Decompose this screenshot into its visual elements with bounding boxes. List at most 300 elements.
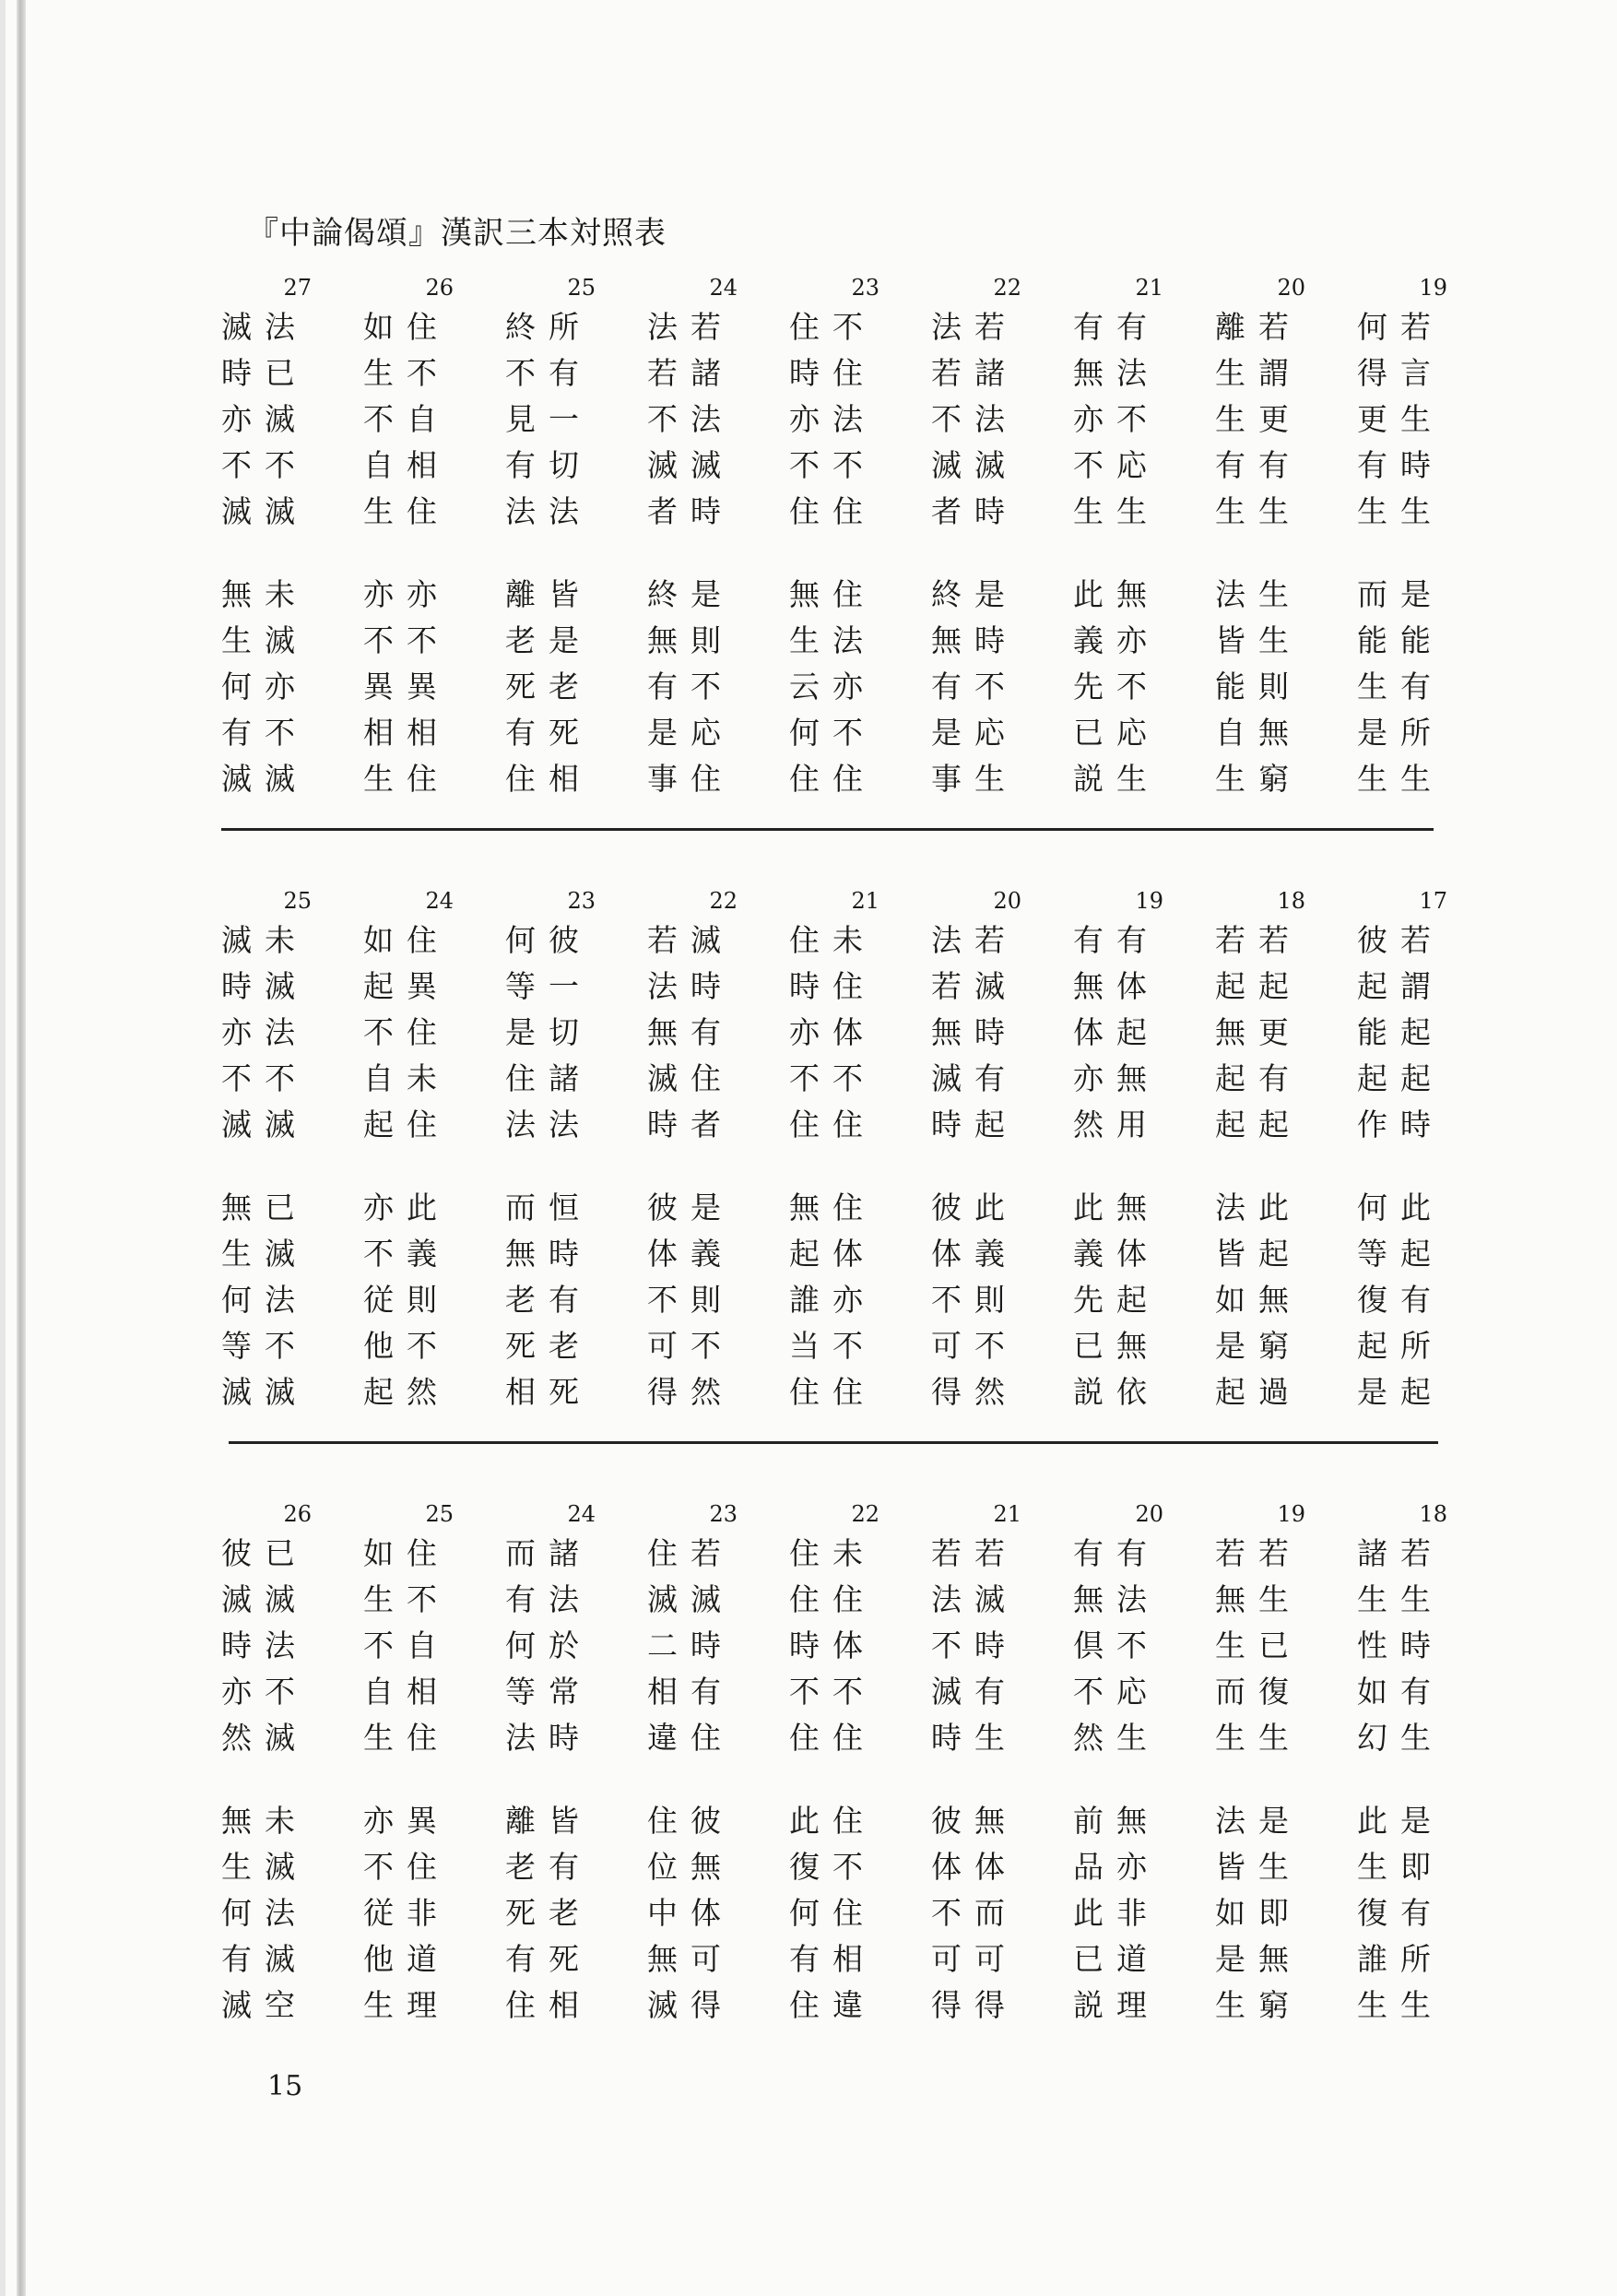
verse-line: 他道 (363, 1941, 450, 1977)
verse-line: 不自 (363, 401, 450, 437)
verse-number: 24 (567, 1501, 596, 1527)
verse-line: 住不 (789, 309, 876, 345)
verse-column (931, 1503, 1033, 2075)
verse-line: 無時 (931, 1014, 1018, 1050)
verse-line: 已道 (1073, 1941, 1160, 1977)
verse-line: 有時 (1357, 447, 1444, 483)
verse-line: 生住 (363, 761, 450, 797)
verse-line: 亦法 (221, 1014, 308, 1050)
verse-line: 死老 (505, 1895, 592, 1931)
verse-line: 不法 (931, 401, 1018, 437)
verse-lines-lower (931, 1798, 1033, 2029)
verse-line: 時住 (789, 355, 876, 391)
verse-line: 有滅 (221, 1941, 308, 1977)
verse-line: 若諸 (647, 355, 734, 391)
verse-column (1215, 1503, 1316, 2075)
verse-line: 体起 (1073, 1014, 1160, 1050)
verse-number: 21 (993, 1501, 1021, 1527)
verse-line: 品亦 (1073, 1849, 1160, 1885)
verse-line: 生生 (1215, 493, 1302, 529)
verse-line: 亦不 (221, 1674, 308, 1710)
verse-lines-upper (647, 1531, 749, 1761)
verse-line: 当不 (789, 1328, 876, 1364)
verse-line: 無可 (647, 1941, 734, 1977)
verse-line: 若滅 (931, 968, 1018, 1004)
verse-column (221, 277, 323, 848)
verse-line: 更生 (1357, 401, 1444, 437)
verse-line: 皆生 (1215, 622, 1302, 658)
verse-line: 如無 (1215, 1282, 1302, 1318)
verse-line: 住住 (789, 1374, 876, 1410)
section-divider-1-end (1360, 828, 1434, 831)
verse-lines-upper (1073, 304, 1174, 535)
verse-line: 能起 (1357, 1014, 1444, 1050)
verse-column (1215, 890, 1316, 1462)
verse-line: 住彼 (647, 1803, 734, 1839)
verse-number: 26 (283, 1501, 312, 1527)
verse-line: 無生 (1215, 1581, 1302, 1617)
verse-line: 無時 (505, 1236, 592, 1272)
verse-line: 法時 (505, 1720, 592, 1756)
verse-lines-lower (1215, 572, 1316, 802)
verse-line: 滅滅 (647, 1581, 734, 1617)
verse-line: 誰亦 (789, 1282, 876, 1318)
verse-line: 等起 (1357, 1236, 1444, 1272)
verse-number: 26 (425, 275, 454, 301)
verse-line: 滅空 (221, 1987, 308, 2023)
verse-line: 生不 (363, 355, 450, 391)
verse-line: 終是 (931, 576, 1018, 612)
verse-line: 時生 (931, 1720, 1018, 1756)
verse-line: 生生 (1357, 761, 1444, 797)
verse-line: 時已 (221, 355, 308, 391)
verse-number: 21 (851, 888, 879, 914)
verse-line: 異異 (363, 669, 450, 704)
verse-number: 24 (709, 275, 738, 301)
verse-line: 何此 (1357, 1189, 1444, 1225)
verse-line: 従非 (363, 1895, 450, 1931)
verse-line: 先不 (1073, 669, 1160, 704)
verse-column (789, 277, 891, 848)
verse-line: 無体 (1073, 968, 1160, 1004)
verse-lines-upper (221, 1531, 323, 1761)
verse-lines-upper (505, 304, 607, 535)
verse-line: 作時 (1357, 1107, 1444, 1142)
verse-line: 如即 (1215, 1895, 1302, 1931)
verse-line: 若滅 (647, 922, 734, 958)
verse-line: 若若 (1215, 922, 1302, 958)
verse-column (647, 277, 749, 848)
verse-line: 義体 (1073, 1236, 1160, 1272)
verse-line: 滅滅 (221, 1107, 308, 1142)
verse-lines-upper (931, 917, 1033, 1148)
verse-line: 生滅 (221, 622, 308, 658)
verse-line: 生已 (1215, 1627, 1302, 1663)
verse-line: 若諸 (931, 355, 1018, 391)
verse-line: 起起 (1215, 968, 1302, 1004)
verse-line: 住住 (789, 493, 876, 529)
verse-line: 如有 (1357, 1674, 1444, 1710)
verse-line: 起有 (1215, 1060, 1302, 1096)
verse-line: 位無 (647, 1849, 734, 1885)
verse-line: 此住 (789, 1803, 876, 1839)
verse-line: 是所 (1357, 715, 1444, 751)
verse-line: 滅滅 (221, 493, 308, 529)
verse-line: 見一 (505, 401, 592, 437)
section-divider-2-end (1360, 1441, 1438, 1444)
verse-line: 有有 (1073, 1535, 1160, 1571)
verse-line: 滅滅 (221, 761, 308, 797)
verse-line: 無未 (221, 576, 308, 612)
verse-lines-upper (363, 304, 465, 535)
verse-line: 皆起 (1215, 1236, 1302, 1272)
verse-line: 而復 (1215, 1674, 1302, 1710)
page-title: 『中論偈頌』漢訳三本対照表 (247, 215, 667, 252)
verse-line: 時滅 (221, 968, 308, 1004)
verse-line: 生生 (1357, 1581, 1444, 1617)
section-divider-2 (229, 1441, 1427, 1444)
verse-line: 起起 (1215, 1107, 1302, 1142)
verse-line: 不不 (789, 447, 876, 483)
verse-line: 説生 (1073, 761, 1160, 797)
verse-line: 何住 (789, 1895, 876, 1931)
verse-lines-upper (1073, 917, 1174, 1148)
verse-lines-lower (647, 572, 749, 802)
verse-number: 25 (425, 1501, 454, 1527)
verse-line: 不不 (363, 622, 450, 658)
verse-number: 23 (851, 275, 879, 301)
verse-line: 自相 (363, 1674, 450, 1710)
verse-column (647, 890, 749, 1462)
verse-line: 滅滅 (647, 447, 734, 483)
verse-line: 有不 (221, 715, 308, 751)
verse-lines-upper (1357, 1531, 1458, 1761)
verse-lines-lower (1073, 1798, 1174, 2029)
verse-line: 時者 (647, 1107, 734, 1142)
verse-line: 老有 (505, 1282, 592, 1318)
verse-line: 無住 (789, 576, 876, 612)
verse-column (789, 890, 891, 1462)
verse-line: 若若 (931, 1535, 1018, 1571)
verse-line: 事住 (647, 761, 734, 797)
verse-lines-lower (363, 572, 465, 802)
verse-line: 事生 (931, 761, 1018, 797)
verse-line: 不住 (363, 1849, 450, 1885)
verse-line: 住未 (789, 1535, 876, 1571)
verse-line: 起過 (1215, 1374, 1302, 1410)
verse-lines-lower (1215, 1798, 1316, 2029)
verse-line: 復有 (1357, 1282, 1444, 1318)
verse-lines-upper (1357, 304, 1458, 535)
verse-line: 不則 (931, 1282, 1018, 1318)
verse-number: 21 (1135, 275, 1163, 301)
verse-line: 亦無 (1073, 1060, 1160, 1096)
verse-lines-lower (789, 572, 891, 802)
verse-line: 住違 (789, 1987, 876, 2023)
verse-line: 無更 (1215, 1014, 1302, 1050)
verse-line: 何亦 (221, 669, 308, 704)
verse-line: 已応 (1073, 715, 1160, 751)
verse-line: 不義 (363, 1236, 450, 1272)
verse-line: 不不 (221, 447, 308, 483)
verse-line: 先起 (1073, 1282, 1160, 1318)
verse-line: 不則 (647, 1282, 734, 1318)
verse-line: 然生 (1073, 1720, 1160, 1756)
verse-line: 彼無 (931, 1803, 1018, 1839)
verse-line: 時法 (221, 1627, 308, 1663)
verse-number: 17 (1419, 888, 1447, 914)
verse-column (931, 890, 1033, 1462)
verse-lines-upper (1073, 1531, 1174, 1761)
verse-lines-upper (1357, 917, 1458, 1148)
verse-line: 有不 (647, 669, 734, 704)
verse-lines-lower (363, 1798, 465, 2029)
verse-line: 有有 (1215, 447, 1302, 483)
verse-lines-upper (363, 1531, 465, 1761)
verse-line: 滅未 (221, 922, 308, 958)
verse-line: 何法 (221, 1282, 308, 1318)
verse-line: 生理 (363, 1987, 450, 2023)
verse-column (1215, 277, 1316, 848)
verse-line: 離皆 (505, 1803, 592, 1839)
verse-column (363, 277, 465, 848)
verse-line: 如住 (363, 922, 450, 958)
scan-border (0, 0, 6, 2296)
verse-lines-lower (1215, 1185, 1316, 1415)
verse-line: 生即 (1357, 1849, 1444, 1885)
verse-lines-lower (931, 572, 1033, 802)
verse-line: 老是 (505, 622, 592, 658)
verse-column (1357, 890, 1458, 1462)
verse-line: 生滅 (221, 1849, 308, 1885)
verse-number: 22 (709, 888, 738, 914)
verse-line: 可不 (931, 1328, 1018, 1364)
verse-lines-lower (221, 572, 323, 802)
verse-line: 滅滅 (221, 1581, 308, 1617)
verse-line: 是応 (647, 715, 734, 751)
verse-number: 23 (709, 1501, 738, 1527)
verse-lines-lower (647, 1185, 749, 1415)
verse-lines-lower (363, 1185, 465, 1415)
verse-number: 20 (1135, 1501, 1163, 1527)
verse-number: 25 (567, 275, 596, 301)
verse-number: 19 (1277, 1501, 1305, 1527)
verse-line: 住相 (505, 761, 592, 797)
verse-line: 終是 (647, 576, 734, 612)
verse-line: 起起 (1357, 1060, 1444, 1096)
verse-line: 生法 (789, 622, 876, 658)
verse-line: 住若 (647, 1535, 734, 1571)
verse-line: 住相 (505, 1987, 592, 2023)
verse-line: 生窮 (1215, 1987, 1302, 2023)
verse-line: 幻生 (1357, 1720, 1444, 1756)
verse-line: 法若 (931, 309, 1018, 345)
verse-line: 滅滅 (221, 1374, 308, 1410)
verse-line: 若若 (1215, 1535, 1302, 1571)
verse-column (1073, 1503, 1174, 2075)
verse-line: 体義 (931, 1236, 1018, 1272)
verse-column (1357, 277, 1458, 848)
verse-lines-lower (505, 1798, 607, 2029)
verse-line: 時起 (931, 1107, 1018, 1142)
verse-line: 説理 (1073, 1987, 1160, 2023)
verse-column (1073, 277, 1174, 848)
verse-line: 起所 (1357, 1328, 1444, 1364)
verse-line: 然滅 (221, 1720, 308, 1756)
verse-line: 不時 (931, 1627, 1018, 1663)
verse-lines-lower (647, 1798, 749, 2029)
verse-line: 而恒 (505, 1189, 592, 1225)
verse-lines-lower (505, 1185, 607, 1415)
verse-line: 滅得 (647, 1987, 734, 2023)
verse-column (363, 890, 465, 1462)
verse-line: 亦亦 (363, 576, 450, 612)
verse-line: 説依 (1073, 1374, 1160, 1410)
verse-line: 起体 (789, 1236, 876, 1272)
verse-line: 法若 (647, 309, 734, 345)
verse-line: 不不 (789, 1060, 876, 1096)
verse-lines-upper (505, 917, 607, 1148)
verse-line: 是応 (931, 715, 1018, 751)
verse-line: 無有 (647, 1014, 734, 1050)
verse-line: 亦異 (363, 1803, 450, 1839)
verse-lines-upper (789, 1531, 891, 1761)
verse-column (789, 1503, 891, 2075)
verse-line: 亦此 (363, 1189, 450, 1225)
verse-line: 相相 (363, 715, 450, 751)
verse-line: 不応 (1073, 447, 1160, 483)
verse-line: 無時 (931, 622, 1018, 658)
verse-line: 此是 (1357, 1803, 1444, 1839)
verse-line: 有死 (505, 1941, 592, 1977)
verse-lines-lower (505, 572, 607, 802)
verse-line: 住住 (789, 1581, 876, 1617)
verse-line: 亦不 (1073, 401, 1160, 437)
verse-line: 体体 (931, 1849, 1018, 1885)
verse-number: 18 (1277, 888, 1305, 914)
verse-line: 無法 (1073, 355, 1160, 391)
verse-line: 生不 (363, 1581, 450, 1617)
verse-line: 復有 (1357, 1895, 1444, 1931)
verse-line: 彼已 (221, 1535, 308, 1571)
page-number: 15 (267, 2070, 303, 2102)
verse-line: 時体 (789, 1627, 876, 1663)
verse-line: 得言 (1357, 355, 1444, 391)
verse-lines-upper (931, 304, 1033, 535)
verse-line: 如住 (363, 309, 450, 345)
verse-line: 離皆 (505, 576, 592, 612)
verse-line: 有切 (505, 447, 592, 483)
verse-line: 諸若 (1357, 1535, 1444, 1571)
verse-line: 可不 (647, 1328, 734, 1364)
verse-lines-lower (1073, 1185, 1174, 1415)
verse-line: 有法 (505, 1581, 592, 1617)
verse-line: 然用 (1073, 1107, 1160, 1142)
verse-number: 22 (993, 275, 1021, 301)
verse-line: 住住 (789, 761, 876, 797)
verse-line: 法時 (647, 968, 734, 1004)
verse-number: 18 (1419, 1501, 1447, 1527)
verse-line: 他不 (363, 1328, 450, 1364)
verse-lines-lower (1357, 1798, 1458, 2029)
verse-lines-upper (647, 304, 749, 535)
verse-line: 無法 (1073, 1581, 1160, 1617)
verse-line: 法生 (1215, 576, 1302, 612)
verse-line: 得然 (647, 1374, 734, 1410)
verse-line: 死老 (505, 1328, 592, 1364)
verse-line: 起異 (363, 968, 450, 1004)
verse-line: 無未 (221, 1803, 308, 1839)
verse-line: 生生 (1357, 1987, 1444, 2023)
verse-line: 何法 (221, 1895, 308, 1931)
verse-line: 不有 (505, 355, 592, 391)
section-divider-1 (221, 828, 1420, 831)
verse-column (1073, 890, 1174, 1462)
verse-lines-upper (363, 917, 465, 1148)
verse-line: 可可 (931, 1941, 1018, 1977)
verse-column (505, 890, 607, 1462)
verse-line: 何彼 (505, 922, 592, 958)
verse-line: 性時 (1357, 1627, 1444, 1663)
verse-line: 倶不 (1073, 1627, 1160, 1663)
verse-line: 者時 (647, 493, 734, 529)
verse-lines-lower (1073, 572, 1174, 802)
verse-line: 皆生 (1215, 1849, 1302, 1885)
verse-line: 相有 (647, 1674, 734, 1710)
verse-line: 何若 (1357, 309, 1444, 345)
verse-line: 相死 (505, 1374, 592, 1410)
verse-lines-upper (505, 1531, 607, 1761)
scan-binding-shadow (17, 0, 26, 2296)
verse-lines-upper (221, 304, 323, 535)
verse-line: 滅法 (221, 309, 308, 345)
verse-number: 22 (851, 1501, 879, 1527)
verse-line: 有有 (1073, 922, 1160, 958)
verse-number: 25 (283, 888, 312, 914)
verse-lines-upper (789, 917, 891, 1148)
verse-line: 能能 (1357, 622, 1444, 658)
verse-column (647, 1503, 749, 2075)
verse-lines-lower (931, 1185, 1033, 1415)
verse-line: 自未 (363, 1060, 450, 1096)
verse-line: 等不 (221, 1328, 308, 1364)
verse-line: 起然 (363, 1374, 450, 1410)
verse-line: 従則 (363, 1282, 450, 1318)
verse-lines-upper (1215, 917, 1316, 1148)
verse-line: 有相 (789, 1941, 876, 1977)
verse-line: 不法 (647, 401, 734, 437)
verse-line: 離若 (1215, 309, 1302, 345)
verse-lines-lower (1357, 572, 1458, 802)
verse-line: 住未 (789, 922, 876, 958)
verse-line: 已無 (1073, 1328, 1160, 1364)
verse-line: 法滅 (931, 1581, 1018, 1617)
verse-line: 老有 (505, 1849, 592, 1885)
verse-line: 此非 (1073, 1895, 1160, 1931)
verse-line: 有不 (931, 669, 1018, 704)
verse-line: 法若 (931, 922, 1018, 958)
verse-column (363, 1503, 465, 2075)
verse-line: 能則 (1215, 669, 1302, 704)
verse-line: 亦体 (789, 1014, 876, 1050)
verse-line: 無住 (789, 1189, 876, 1225)
verse-line: 生住 (363, 493, 450, 529)
verse-number: 20 (1277, 275, 1305, 301)
verse-line: 死老 (505, 669, 592, 704)
verse-column (221, 1503, 323, 2075)
verse-line: 不応 (1073, 1674, 1160, 1710)
verse-line: 復不 (789, 1849, 876, 1885)
